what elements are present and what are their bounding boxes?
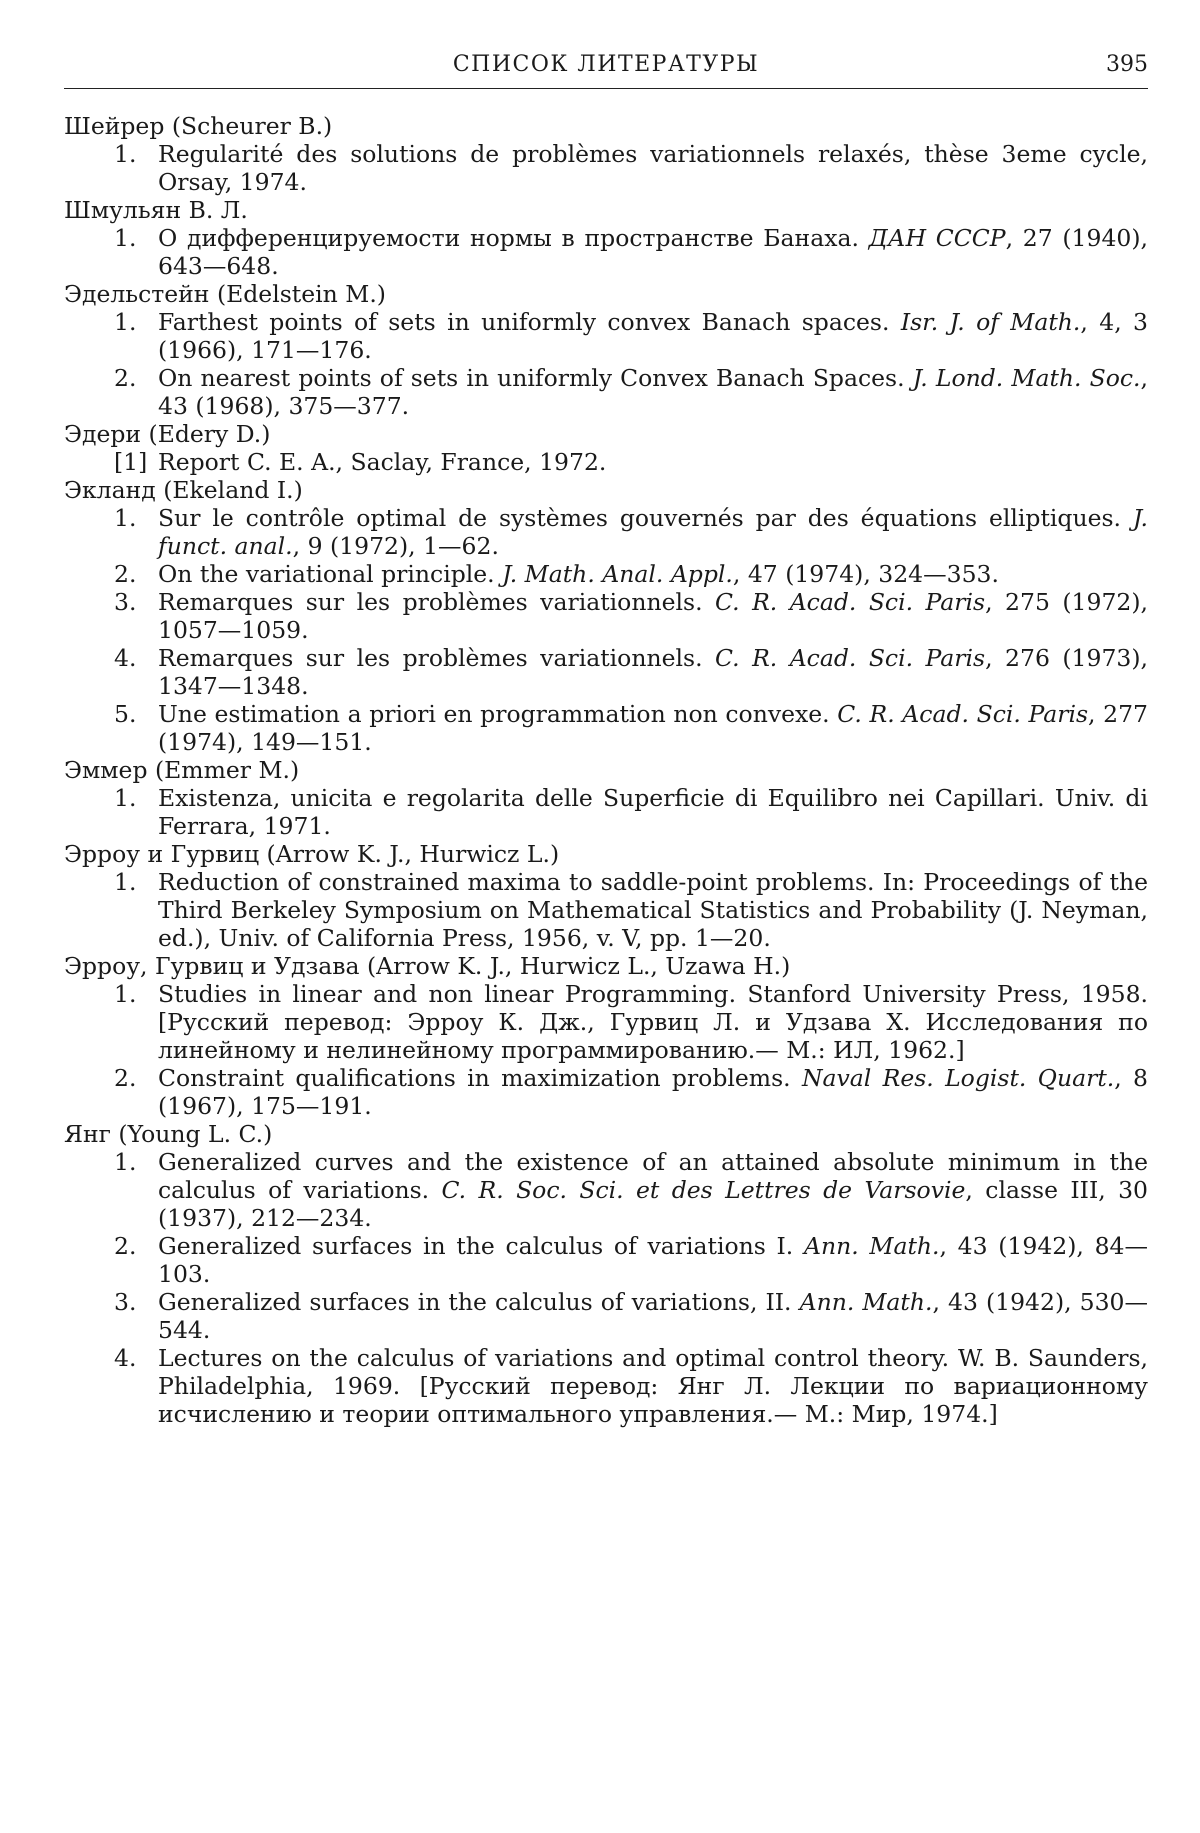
reference-entry (64, 644, 1148, 700)
reference-number: 2. (114, 1064, 137, 1092)
reference-text (158, 504, 1148, 560)
reference-entry (64, 224, 1148, 280)
reference-fragment: Remarques sur les problèmes variationnels. (158, 588, 716, 616)
reference-fragment: Studies in linear and non linear Programming. Stanford University Press, 1958. [Русский перевод: Эрроу К. Дж., Гурвиц Л. и Удзава Х. Исследования по линейному и нелинейному программированию.— М.: ИЛ, 1962.] (158, 980, 1148, 1064)
reference-text (158, 588, 1148, 644)
reference-text (158, 644, 1148, 700)
reference-number: 2. (114, 364, 137, 392)
reference-text (158, 1344, 1148, 1428)
journal-title: C. R. Acad. Sci. Paris (715, 588, 986, 616)
reference-text (158, 1288, 1148, 1344)
reference-entry (64, 868, 1148, 952)
reference-number: [1] (114, 448, 148, 476)
reference-fragment: Sur le contrôle optimal de systèmes gouvernés par des équations elliptiques. (158, 504, 1133, 532)
author-heading: Эдельстейн (Edelstein M.) (64, 280, 386, 308)
reference-entry (64, 504, 1148, 560)
reference-text (158, 308, 1148, 364)
reference-fragment: Generalized curves and the existence of an attained absolute minimum in the calculus of variations. (158, 1148, 1148, 1204)
reference-number: 5. (114, 700, 137, 728)
reference-entry (64, 1344, 1148, 1428)
reference-text (158, 700, 1148, 756)
journal-title: J. funct. anal. (158, 504, 1148, 560)
reference-text (158, 868, 1148, 952)
reference-fragment: Generalized surfaces in the calculus of variations I. (158, 1232, 804, 1260)
reference-number: 1. (114, 980, 137, 1008)
reference-fragment: Lectures on the calculus of variations and optimal control theory. W. B. Saunders, Philadelphia, 1969. [Русский перевод: Янг Л. Лекции по вариационному исчислению и теории оптимального управления.— М.: Мир, 1974.] (158, 1344, 1148, 1428)
author-heading: Эрроу, Гурвиц и Удзава (Arrow K. J., Hurwicz L., Uzawa H.) (64, 952, 791, 980)
reference-entry (64, 784, 1148, 840)
reference-text (158, 560, 1148, 588)
reference-fragment: , 8 (1967), 175—191. (158, 1064, 1148, 1120)
header-rule (64, 88, 1148, 89)
journal-title: C. R. Acad. Sci. Paris (837, 700, 1089, 728)
journal-title: C. R. Acad. Sci. Paris (715, 644, 986, 672)
reference-fragment: On the variational principle. (158, 560, 503, 588)
journal-title: J. Lond. Math. Soc. (912, 364, 1141, 392)
reference-fragment: Une estimation a priori en programmation non convexe. (158, 700, 838, 728)
running-title: СПИСОК ЛИТЕРАТУРЫ (452, 52, 760, 77)
journal-title: J. Math. Anal. Appl. (502, 560, 733, 588)
reference-number: 1. (114, 868, 137, 896)
reference-text (158, 224, 1148, 280)
reference-entry (64, 560, 1148, 588)
reference-number: 1. (114, 504, 137, 532)
reference-fragment: О дифференцируемости нормы в пространстве Банаха. (158, 224, 869, 252)
reference-fragment: , 43 (1968), 375—377. (158, 364, 1148, 420)
reference-text (158, 784, 1148, 840)
reference-fragment: , 27 (1940), 643—648. (158, 224, 1149, 280)
reference-entry (64, 980, 1148, 1064)
reference-text (158, 1232, 1148, 1288)
reference-number: 1. (114, 784, 137, 812)
reference-fragment: , 4, 3 (1966), 171—176. (158, 308, 1148, 364)
journal-title: Ann. Math. (803, 1232, 940, 1260)
running-head (64, 48, 1148, 88)
reference-number: 4. (114, 644, 137, 672)
reference-number: 1. (114, 140, 137, 168)
reference-entry (64, 588, 1148, 644)
reference-number: 2. (114, 1232, 137, 1260)
reference-text (158, 1148, 1148, 1232)
reference-entry (64, 1288, 1148, 1344)
reference-fragment: , 276 (1973), 1347—1348. (158, 644, 1148, 700)
journal-title: ДАН СССР (868, 224, 1006, 252)
journal-title: C. R. Soc. Sci. et des Lettres de Varsovie (441, 1176, 966, 1204)
reference-entry (64, 1148, 1148, 1232)
reference-fragment: Generalized surfaces in the calculus of variations, II. (158, 1288, 800, 1316)
reference-number: 2. (114, 560, 137, 588)
reference-text (158, 364, 1148, 420)
reference-fragment: Remarques sur les problèmes variationnels. (158, 644, 716, 672)
reference-number: 4. (114, 1344, 137, 1372)
reference-fragment: Existenza, unicita e regolarita delle Superficie di Equilibro nei Capillari. Univ. di Ferrara, 1971. (158, 784, 1148, 840)
page-number: 395 (1106, 52, 1148, 77)
reference-fragment: , 43 (1942), 530—544. (158, 1288, 1148, 1344)
reference-fragment: , 47 (1974), 324—353. (732, 560, 999, 588)
reference-text (158, 1064, 1148, 1120)
reference-entry (64, 140, 1148, 196)
reference-number: 1. (114, 1148, 137, 1176)
author-heading: Янг (Young L. C.) (64, 1120, 273, 1148)
reference-fragment: Farthest points of sets in uniformly convex Banach spaces. (158, 308, 901, 336)
reference-entry (64, 700, 1148, 756)
reference-fragment: Reduction of constrained maxima to saddle-point problems. In: Proceedings of the Third Berkeley Symposium on Mathematical Statistics and Probability (J. Neyman, ed.), Univ. of California Press, 1956, v. V, pp. 1—20. (158, 868, 1148, 952)
author-heading: Эрроу и Гурвиц (Arrow K. J., Hurwicz L.) (64, 840, 560, 868)
reference-entry (64, 364, 1148, 420)
author-heading: Экланд (Ekeland I.) (64, 476, 303, 504)
reference-entry (64, 1064, 1148, 1120)
journal-title: Ann. Math. (799, 1288, 933, 1316)
reference-entry (64, 1232, 1148, 1288)
reference-fragment: , 275 (1972), 1057—1059. (158, 588, 1148, 644)
author-heading: Эдери (Edery D.) (64, 420, 271, 448)
reference-number: 3. (114, 1288, 137, 1316)
author-heading: Шейрер (Scheurer B.) (64, 112, 333, 140)
journal-title: Isr. J. of Math. (900, 308, 1081, 336)
reference-number: 3. (114, 588, 137, 616)
reference-text (158, 448, 1148, 476)
reference-entry (64, 448, 1148, 476)
reference-entry (64, 308, 1148, 364)
journal-title: Naval Res. Logist. Quart. (801, 1064, 1115, 1092)
reference-fragment: Report C. E. A., Saclay, France, 1972. (158, 448, 607, 476)
bibliography-list (64, 112, 1148, 1428)
reference-fragment: Regularité des solutions de problèmes variationnels relaxés, thèse 3eme cycle, Orsay, 1974. (158, 140, 1148, 196)
reference-fragment: , classe III, 30 (1937), 212—234. (158, 1176, 1148, 1232)
author-heading: Эммер (Emmer M.) (64, 756, 300, 784)
reference-fragment: Constraint qualifications in maximization problems. (158, 1064, 802, 1092)
reference-fragment: , 277 (1974), 149—151. (158, 700, 1148, 756)
reference-fragment: On nearest points of sets in uniformly Convex Banach Spaces. (158, 364, 913, 392)
reference-text (158, 980, 1148, 1064)
reference-fragment: , 9 (1972), 1—62. (292, 532, 499, 560)
reference-number: 1. (114, 308, 137, 336)
reference-fragment: , 43 (1942), 84—103. (158, 1232, 1148, 1288)
reference-number: 1. (114, 224, 137, 252)
reference-text (158, 140, 1148, 196)
author-heading: Шмульян В. Л. (64, 196, 248, 224)
